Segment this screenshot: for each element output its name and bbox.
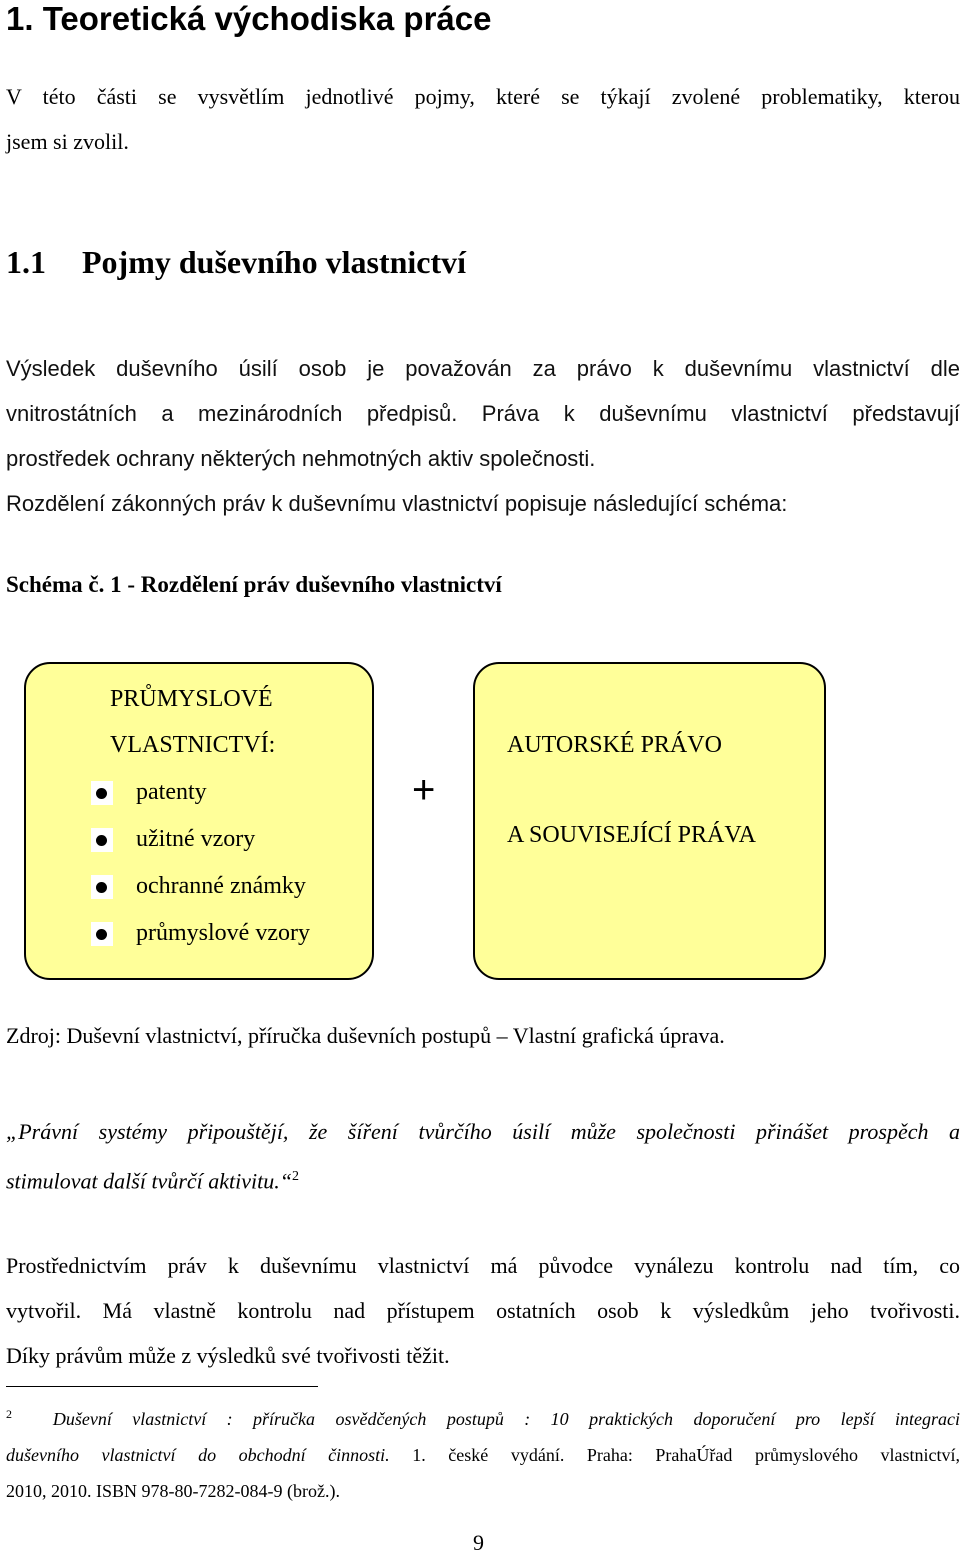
industrial-property-item: patenty <box>136 779 207 805</box>
industrial-property-item: ochranné známky <box>136 873 306 899</box>
intro-paragraph <box>6 74 960 164</box>
paragraph-1-line-3: prostředek ochrany některých nehmotných aktiv společnosti. <box>6 446 596 471</box>
chapter-heading: 1. Teoretická východiska práce <box>6 0 492 37</box>
footnote-separator <box>6 1386 318 1387</box>
industrial-property-title-1: PRŮMYSLOVÉ <box>110 686 273 712</box>
footnote-line-2-rest: 1. české vydání. Praha: PrahaÚřad průmyslového vlastnictví, <box>389 1445 960 1465</box>
footnote-reference: 2 <box>291 1169 299 1184</box>
industrial-property-title-2: VLASTNICTVÍ: <box>110 732 276 758</box>
paragraph-1-line-2: vnitrostátních a mezinárodních předpisů. Práva k duševnímu vlastnictví představují <box>6 401 960 426</box>
bullet-icon <box>96 788 107 799</box>
footnote-line-3: 2010, 2010. ISBN 978-80-7282-084-9 (brož.). <box>6 1481 340 1501</box>
bullet-icon <box>96 882 107 893</box>
schema-source: Zdroj: Duševní vlastnictví, příručka duševních postupů – Vlastní grafická úprava. <box>6 1023 725 1048</box>
footnote-line-1-text: Duševní vlastnictví : příručka osvědčených postupů : 10 praktických doporučení pro lepší integraci <box>52 1409 960 1429</box>
footnote-mark: 2 <box>6 1407 12 1421</box>
paragraph-1 <box>6 346 960 526</box>
intro-line-1: V této části se vysvětlím jednotlivé pojmy, které se týkají zvolené problematiky, kterou <box>6 84 960 109</box>
paragraph-2-line-3: Díky právům může z výsledků své tvořivosti těžit. <box>6 1343 450 1368</box>
footnote <box>6 1396 960 1509</box>
paragraph-2-line-2: vytvořil. Má vlastně kontrolu nad přístupem ostatních osob k výsledkům jeho tvořivosti. <box>6 1298 960 1323</box>
quote-line-2-text: stimulovat další tvůrčí aktivitu.“ <box>6 1168 292 1194</box>
intro-line-2: jsem si zvolil. <box>6 129 129 154</box>
paragraph-2-line-1: Prostřednictvím práv k duševnímu vlastnictví má původce vynálezu kontrolu nad tím, co <box>6 1253 960 1278</box>
footnote-line-2 <box>6 1437 960 1473</box>
section-heading <box>6 244 466 281</box>
industrial-property-item: užitné vzory <box>136 826 256 852</box>
copyright-title: AUTORSKÉ PRÁVO <box>507 732 722 758</box>
paragraph-1-line-1: Výsledek duševního úsilí osob je považován za právo k duševnímu vlastnictví dle <box>6 356 960 381</box>
page-number: 9 <box>473 1530 484 1555</box>
industrial-property-item: průmyslové vzory <box>136 920 310 946</box>
footnote-line-1 <box>6 1396 960 1437</box>
copyright-box <box>473 662 826 980</box>
paragraph-2 <box>6 1243 960 1378</box>
section-title: Pojmy duševního vlastnictví <box>82 244 467 280</box>
paragraph-1-line-4: Rozdělení zákonných práv k duševnímu vlastnictví popisuje následující schéma: <box>6 491 788 516</box>
bullet-icon <box>96 929 107 940</box>
quote <box>6 1109 960 1203</box>
related-rights-title: A SOUVISEJÍCÍ PRÁVA <box>507 822 756 848</box>
quote-line-1: „Právní systémy připouštějí, že šíření tvůrčího úsilí může společnosti přinášet prospěch a <box>6 1119 960 1144</box>
schema-title: Schéma č. 1 - Rozdělení práv duševního vlastnictví <box>6 572 502 597</box>
quote-line-2 <box>6 1154 960 1203</box>
section-number: 1.1 <box>6 244 46 280</box>
plus-sign: + <box>412 768 436 812</box>
bullet-icon <box>96 835 107 846</box>
footnote-line-2-italic: duševního vlastnictví do obchodní činnosti. <box>6 1445 390 1465</box>
